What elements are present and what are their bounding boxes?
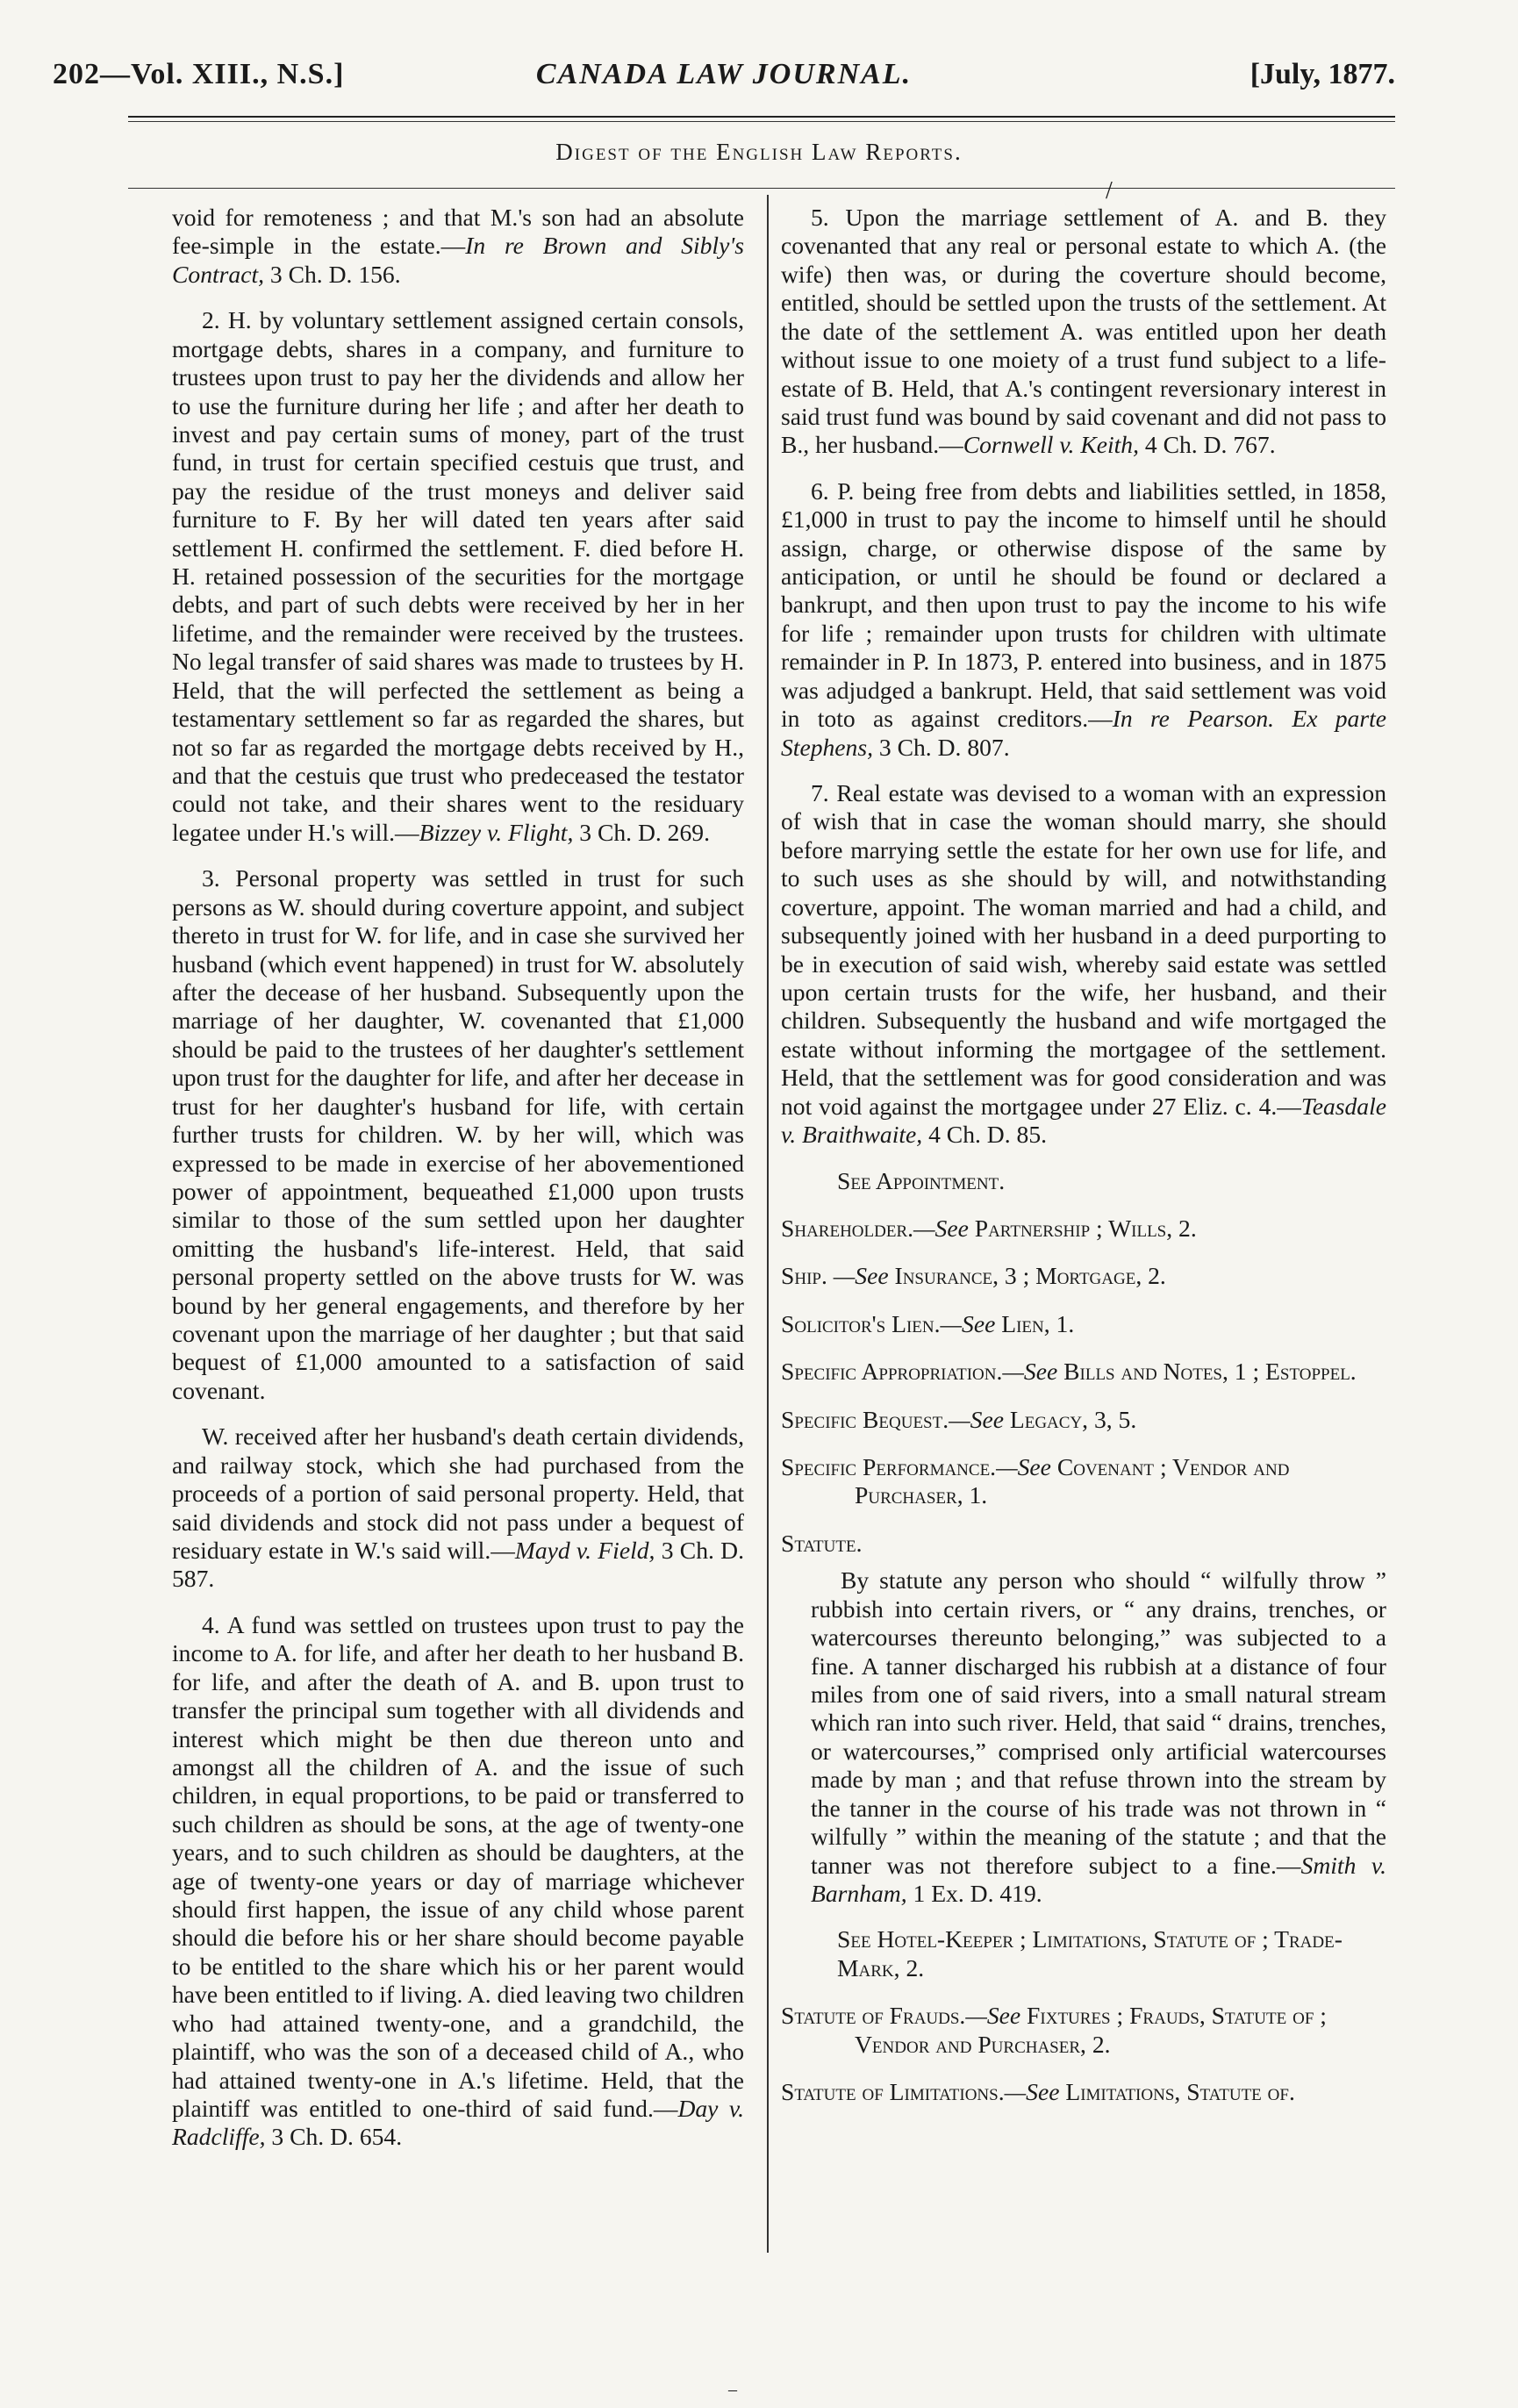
journal-title: CANADA LAW JOURNAL. (535, 58, 913, 90)
paragraph-1-continued (172, 204, 744, 289)
cross-reference: Partnership ; Wills, 2. (968, 1214, 1197, 1242)
column-divider (767, 195, 769, 2253)
see-appointment-reference: See Appointment. (837, 1166, 1006, 1194)
case-citation: Smith v. Barnham, (811, 1851, 1386, 1907)
report-reference: 3 Ch. D. 654. (265, 2123, 403, 2151)
subhead-rule (128, 188, 1395, 189)
report-reference: 3 Ch. D. 269. (573, 818, 710, 846)
header-rule-thin (128, 121, 1395, 122)
index-entry-specific-appropriation (781, 1358, 1386, 1386)
entry-heading: Shareholder. (781, 1214, 914, 1242)
index-entry-ship (781, 1262, 1386, 1290)
entry-heading: Solicitor's Lien. (781, 1309, 941, 1337)
paragraph-3 (172, 864, 744, 1405)
case-citation: In re Pearson. Ex parte Stephens, (781, 705, 1386, 761)
index-entry-specific-performance (781, 1453, 1386, 1510)
header-rule (128, 116, 1395, 118)
case-citation: Teasdale v. Braithwaite, (781, 1092, 1386, 1149)
printer-mark: / (1106, 177, 1113, 204)
case-citation: Bizzey v. Flight, (419, 818, 574, 846)
index-entry-shareholder (781, 1215, 1386, 1243)
entry-heading: Statute. (781, 1529, 863, 1557)
case-citation: Day v. Radcliffe, (172, 2095, 744, 2151)
right-column (781, 204, 1386, 2125)
paragraph-text: By statute any person who should “ wilfully throw ” rubbish into certain rivers, or “ any drains, trenches, or watercourses thereunto belonging,” was subjected to a fine. A tanner discharged his rubbish at a distance of four miles from one of said rivers, into a small natural stream which ran into such river. Held, that said “ drains, trenches, or watercourses,” comprised only artificial watercourses made by man ; and that refuse thrown into the stream by the tanner in the course of his trade was not thrown in “ wilfully ” within the meaning of the statute ; and that the tanner was not therefore subject to a fine.— (811, 1566, 1386, 1879)
paragraph-text: void for remoteness ; and that M.'s son had an absolute fee-simple in the estate.— (172, 204, 744, 260)
index-entry-statute-of-frauds (781, 2002, 1386, 2059)
paragraph-5 (781, 204, 1386, 460)
paragraph-3-continued (172, 1423, 744, 1594)
entry-heading: Specific Bequest. (781, 1405, 949, 1433)
paragraph-text: 3. Personal property was settled in trust for such persons as W. should during coverture appoint, and subject thereto in trust for W. for life, and in case she survived her husband (which event happened) in trust for W. absolutely after the decease of her husband. Subsequently upon the marriage of her daughter, W. covenanted that £1,000 should be paid to the trustees of her daughter's settlement upon trust for the daughter for life, and after her decease in trust for her daughter's husband for life, with certain further trusts for children. W. by her will, which was expressed to be made in exercise of her abovementioned power of appointment, bequeathed £1,000 upon trusts similar to those of the sum settled upon her daughter omitting the husband's life-interest. Held, that said personal property settled on the above trusts for W. was bound by her general engagements, and therefore by her covenant upon the marriage of her daughter ; but that said bequest of £1,000 amounted to a satisfaction of said covenant. (172, 864, 744, 1404)
see-label: —See (827, 1262, 889, 1290)
paragraph-text: 7. Real estate was devised to a woman with an expression of wish that in case the woman should marry, she should before marrying settle the estate for her own use for life, and to such uses as she should by will, and notwithstanding coverture, appoint. The woman married and had a child, and subsequently joined with her husband in a deed purporting to be in execution of said wish, whereby said estate was settled upon certain trusts for the wife, her husband, and their children. Subsequently the husband and wife mortgaged the estate without informing the mortgagee of the settlement. Held, that the settlement was for good consideration and was not void against the mortgagee under 27 Eliz. c. 4.— (781, 779, 1386, 1120)
section-title: Digest of the English Law Reports. (555, 139, 963, 165)
see-label: —See (965, 2002, 1021, 2030)
entry-heading: Statute of Limitations. (781, 2078, 1005, 2106)
see-label: —See (1004, 2078, 1060, 2106)
report-reference: 3 Ch. D. 587. (172, 1536, 744, 1593)
cross-reference: Lien, 1. (995, 1309, 1075, 1337)
index-entry-statute (781, 1530, 1386, 1558)
report-reference: 4 Ch. D. 85. (922, 1121, 1048, 1149)
paragraph-7 (781, 779, 1386, 1149)
case-citation: Mayd v. Field, (514, 1536, 655, 1564)
issue-date: [July, 1877. (1249, 58, 1395, 90)
page-volume-label: 202—Vol. XIII., N.S.] (53, 58, 345, 90)
cross-reference: Legacy, 3, 5. (1003, 1405, 1137, 1433)
see-label: —See (913, 1214, 969, 1242)
see-label: —See (949, 1405, 1004, 1433)
entry-heading: Ship. (781, 1262, 827, 1290)
cross-reference: Fixtures ; Frauds, Statute of ; Vendor and Purchaser, 2. (855, 2002, 1327, 2058)
index-entry-solicitors-lien (781, 1310, 1386, 1338)
statute-see-references: See Hotel-Keeper ; Limitations, Statute of ; Trade-Mark, 2. (837, 1925, 1343, 1982)
report-reference: 3 Ch. D. 156. (264, 260, 401, 288)
printer-mark-footer: – (728, 2380, 737, 2399)
paragraph-6 (781, 477, 1386, 762)
index-entry-statute-of-limitations (781, 2078, 1386, 2106)
paragraph-text: 2. H. by voluntary settlement assigned certain consols, mortgage debts, shares in a company, and furniture to trustees upon trust to pay her the dividends and allow her to use the furniture during her life ; and after her death to invest and pay certain sums of money, part of the trust fund, in trust for certain specified cestuis que trust, and pay the residue of the trust moneys and deliver said furniture to F. By her will dated ten years after said settlement H. confirmed the settlement. F. died before H. H. retained possession of the securities for the mortgage debts, and part of such debts were received by her in her lifetime, and the remainder were received by the trustees. No legal transfer of said shares was made to trustees by H. Held, that the will perfected the settlement as being a testamentary settlement so far as regarded the shares, but not so far as regarded the mortgage debts received by H., and that the cestuis que trust who predeceased the testator could not take, and their shares went to the residuary legatee under H.'s will.— (172, 306, 744, 846)
cross-reference: Bills and Notes, 1 ; Estoppel. (1057, 1358, 1357, 1386)
paragraph-text: 4. A fund was settled on trustees upon trust to pay the income to A. for life, and after her death to her husband B. for life, and after the death of A. and B. upon trust to transfer the principal sum together with all dividends and interest which might be then due thereon unto and amongst all the children of A. and the issue of such children, in equal proportions, to be paid or transferred to such children as should be sons, at the age of twenty-one years, and to such children as should be daughters, at the age of twenty-one years or day of marriage whichever should first happen, the issue of any child whose parent should die before his or her share should become payable to be entitled to the share which his or her parent would have been entitled to if living. A. died leaving two children who had attained twenty-one, and a grandchild, the plaintiff, who was the son of a deceased child of A., who had attained twenty-one in A.'s lifetime. Held, that the plaintiff was entitled to one-third of said fund.— (172, 1610, 744, 2122)
see-label: —See (940, 1309, 996, 1337)
cross-reference: Insurance, 3 ; Mortgage, 2. (888, 1262, 1166, 1290)
report-reference: 1 Ex. D. 419. (906, 1879, 1042, 1907)
index-entry-specific-bequest (781, 1406, 1386, 1434)
paragraph-4 (172, 1611, 744, 2152)
statute-digest (781, 1566, 1386, 1908)
running-header (53, 58, 1395, 111)
report-reference: 3 Ch. D. 807. (873, 733, 1010, 761)
cross-reference: Limitations, Statute of. (1059, 2078, 1295, 2106)
left-column (172, 204, 744, 2169)
see-label: —See (1002, 1358, 1058, 1386)
case-citation: Cornwell v. Keith, (963, 431, 1139, 459)
report-reference: 4 Ch. D. 767. (1139, 431, 1276, 459)
paragraph-text: W. received after her husband's death certain dividends, and railway stock, which she had purchased from the proceeds of a portion of said personal property. Held, that said dividends and stock did not pass under a bequest of residuary estate in W.'s said will.— (172, 1423, 744, 1564)
paragraph-text: 6. P. being free from debts and liabilities settled, in 1858, £1,000 in trust to pay the income to himself until he should assign, charge, or otherwise dispose of the same by anticipation, or until he should be found or declared a bankrupt, and then upon trust to pay the income to his wife for life ; remainder upon trusts for children with ultimate remainder in P. In 1873, P. entered into business, and in 1875 was adjudged a bankrupt. Held, that said settlement was void in toto as against creditors.— (781, 477, 1386, 733)
entry-heading: Specific Performance. (781, 1453, 997, 1481)
entry-heading: Specific Appropriation. (781, 1358, 1003, 1386)
see-label: —See (996, 1453, 1051, 1481)
paragraph-2 (172, 306, 744, 847)
paragraph-text: 5. Upon the marriage settlement of A. and B. they covenanted that any real or personal estate to which A. (the wife) then was, or during the coverture should become, entitled, should be settled upon the trusts of the settlement. At the date of the settlement A. was entitled upon her death without issue to one moiety of a trust fund subject to a life-estate of B. Held, that A.'s contingent reversionary interest in said trust fund was bound by said covenant and did not pass to B., her husband.— (781, 204, 1386, 459)
entry-heading: Statute of Frauds. (781, 2002, 966, 2030)
case-citation: In re Brown and Sibly's Contract, (172, 232, 744, 288)
cross-reference: Covenant ; Vendor and Purchaser, 1. (855, 1453, 1290, 1509)
